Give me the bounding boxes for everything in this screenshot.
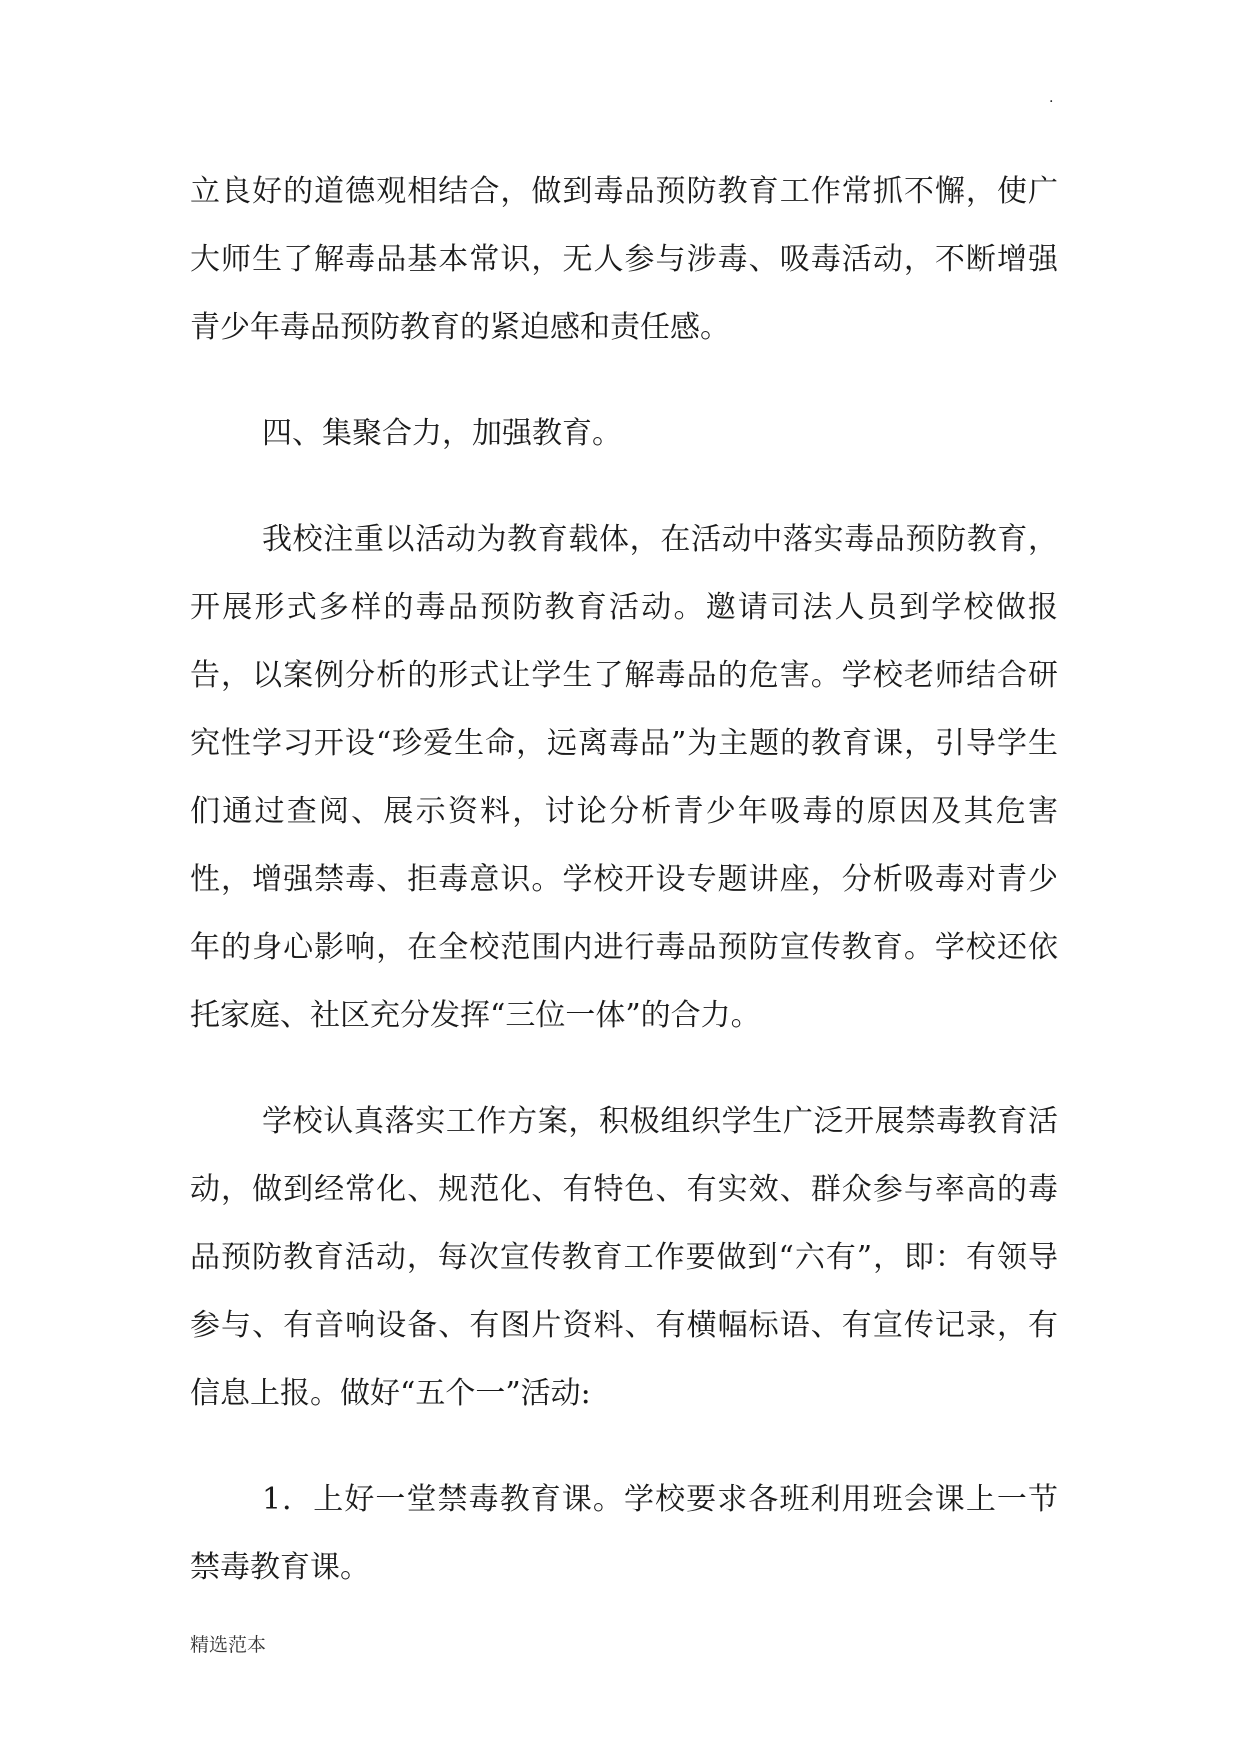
- document-body: [190, 158, 1058, 1640]
- header-mark: .: [1049, 90, 1054, 106]
- section-heading: 四、集聚合力，加强教育。: [262, 416, 622, 451]
- paragraph-work-plan: 学校认真落实工作方案，积极组织学生广泛开展禁毒教育活动，做到经常化、规范化、有特色、有实效、群众参与率高的毒品预防教育活动，每次宣传教育工作要做到“六有”，即：有领导参与、有音响设备、有图片资料、有横幅标语、有宣传记录，有信息上报。做好“五个一”活动:: [190, 1104, 1058, 1411]
- page-footer: 精选范本: [190, 1634, 267, 1656]
- list-item-1: 1．上好一堂禁毒教育课。学校要求各班利用班会课上一节禁毒教育课。: [190, 1482, 1058, 1585]
- paragraph-continuation: 立良好的道德观相结合，做到毒品预防教育工作常抓不懈，使广大师生了解毒品基本常识，无人参与涉毒、吸毒活动，不断增强青少年毒品预防教育的紧迫感和责任感。: [190, 174, 1058, 345]
- paragraph-activities: 我校注重以活动为教育载体，在活动中落实毒品预防教育，开展形式多样的毒品预防教育活动。邀请司法人员到学校做报告，以案例分析的形式让学生了解毒品的危害。学校老师结合研究性学习开设“珍爱生命，远离毒品”为主题的教育课，引导学生们通过查阅、展示资料，讨论分析青少年吸毒的原因及其危害性，增强禁毒、拒毒意识。学校开设专题讲座，分析吸毒对青少年的身心影响，在全校范围内进行毒品预防宣传教育。学校还依托家庭、社区充分发挥“三位一体”的合力。: [190, 522, 1058, 1033]
